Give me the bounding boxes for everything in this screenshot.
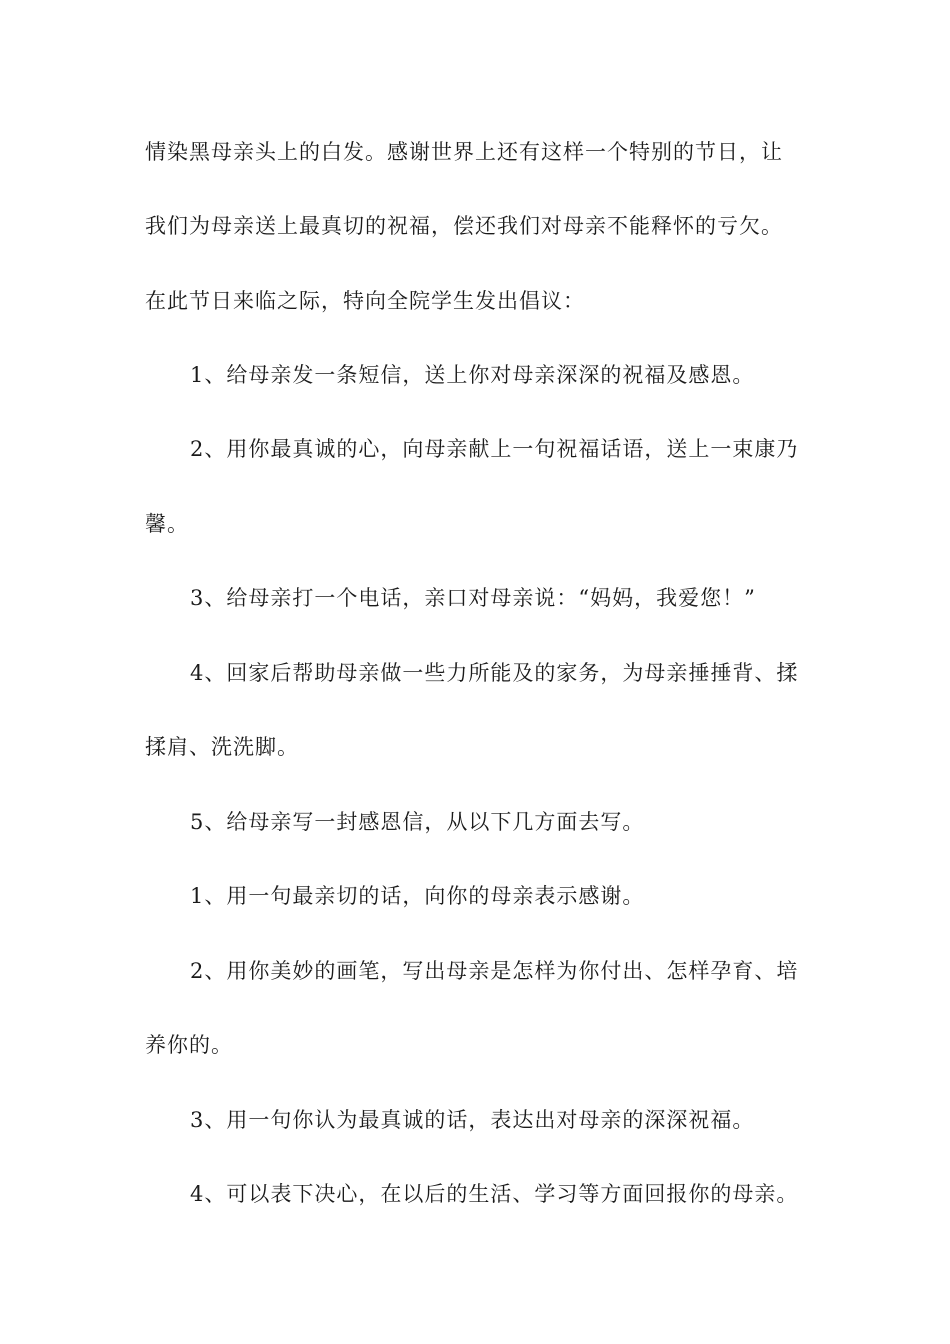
list-item: 5、给母亲写一封感恩信，从以下几方面去写。: [190, 810, 645, 834]
paragraph-line: 我们为母亲送上最真切的祝福，偿还我们对母亲不能释怀的亏欠。: [145, 214, 783, 238]
list-item: 1、给母亲发一条短信，送上你对母亲深深的祝福及感恩。: [190, 363, 755, 387]
list-item-continuation: 馨。: [145, 512, 189, 536]
list-item-continuation: 揉肩、洗洗脚。: [145, 735, 299, 759]
list-item: 1、用一句最亲切的话，向你的母亲表示感谢。: [190, 884, 645, 908]
list-item: 4、可以表下决心，在以后的生活、学习等方面回报你的母亲。: [190, 1182, 799, 1206]
list-item: 4、回家后帮助母亲做一些力所能及的家务，为母亲捶捶背、揉: [190, 661, 799, 685]
paragraph-line: 在此节日来临之际，特向全院学生发出倡议：: [145, 289, 585, 313]
list-item: 2、用你最真诚的心，向母亲献上一句祝福话语，送上一束康乃: [190, 437, 799, 461]
list-item: 2、用你美妙的画笔，写出母亲是怎样为你付出、怎样孕育、培: [190, 959, 799, 983]
list-item-continuation: 养你的。: [145, 1033, 233, 1057]
paragraph-line: 情染黑母亲头上的白发。感谢世界上还有这样一个特别的节日，让: [145, 140, 783, 164]
list-item: 3、用一句你认为最真诚的话，表达出对母亲的深深祝福。: [190, 1108, 755, 1132]
list-item: 3、给母亲打一个电话，亲口对母亲说：“妈妈，我爱您！”: [190, 586, 756, 610]
